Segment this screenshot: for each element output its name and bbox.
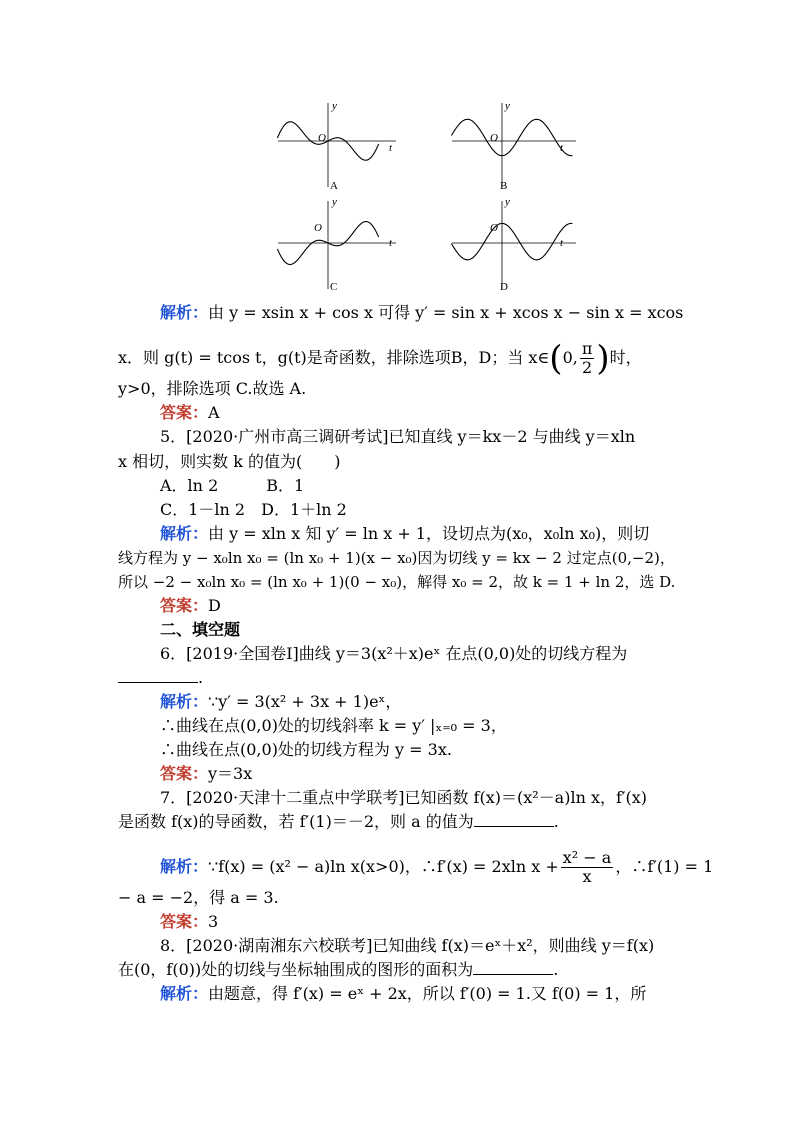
q4-solution-label: 解析： [160, 303, 209, 322]
q4-solution-line-2 [118, 340, 642, 377]
q4-solution-line-3: y>0，排除选项 C.故选 A. [118, 379, 307, 398]
graph-c-t-label: t [389, 237, 393, 249]
q6-answer [160, 763, 252, 785]
q6-solution-line-2: ∴曲线在点(0,0)处的切线斜率 k = y′ |ₓ₌₀ = 3， [160, 716, 507, 735]
q4-solution-line-1 [160, 302, 683, 324]
graph-d-origin: O [490, 222, 498, 234]
q4-answer-label: 答案： [160, 403, 209, 422]
graph-c-y-label: y [332, 196, 337, 208]
q5-options-ab: A．ln 2 B．1 [160, 476, 305, 495]
q4-answer-value: A [208, 403, 220, 422]
q5-answer-label: 答案： [160, 596, 209, 615]
q8-stem-tail: . [553, 960, 559, 979]
section-fill-in-title: 二、填空题 [160, 620, 241, 639]
q6-solution-label: 解析： [160, 692, 209, 711]
graph-b-y-label: y [505, 100, 510, 112]
graph-d-y-label: y [505, 196, 510, 208]
q5-answer [160, 595, 221, 617]
q7-solution-text-1a: ∵f(x) = (x² − a)ln x(x>0)，∴f′(x) = 2xln x + [208, 857, 559, 876]
q7-solution-line-2: − a = −2，得 a = 3. [118, 888, 279, 907]
q7-stem-text-2: 是函数 f(x)的导函数，若 f′(1)＝－2，则 a 的值为 [118, 812, 474, 831]
q4-solution-tail: 时， [609, 348, 642, 367]
q6-stem-tail: . [198, 668, 204, 687]
q7-answer-value: 3 [208, 912, 219, 931]
q7-solution-text-1b: ，∴f′(1) = 1 [615, 857, 714, 876]
q5-solution-line-3: 所以 −2 − x₀ln x₀ = (ln x₀ + 1)(0 − x₀)，解得 x₀ = 2，故 k = 1 + ln 2，选 D. [118, 573, 676, 591]
q4-answer [160, 402, 220, 424]
q5-solution-line-2: 线方程为 y − x₀ln x₀ = (ln x₀ + 1)(x − x₀)因为切线 y = kx − 2 过定点(0,−2)， [118, 549, 675, 567]
q5-solution-text-1: 由 y = xln x 知 y′ = ln x + 1，设切点为(x₀，x₀ln x₀)，则切 [208, 524, 650, 543]
q8-stem-line-1: 8．[2020·湖南湘东六校联考]已知曲线 f(x)＝eˣ＋x²，则曲线 y＝f(x) [160, 936, 655, 955]
q7-stem-line-1: 7．[2020·天津十二重点中学联考]已知函数 f(x)＝(x²－a)ln x，f′(x) [160, 788, 648, 807]
q5-options-cd: C．1－ln 2 D．1＋ln 2 [160, 500, 347, 519]
q5-stem-line-2: x 相切，则实数 k 的值为( ) [118, 452, 341, 471]
graph-c-origin: O [314, 222, 322, 234]
q8-solution-label: 解析： [160, 984, 209, 1003]
q4-interval-close: ) [596, 338, 610, 379]
q4-frac-num: π [581, 339, 593, 358]
q4-solution-text-2: x．则 g(t) = tcos t，g(t)是奇函数，排除选项B，D；当 x∈ [118, 348, 550, 367]
q4-solution-text-1: 由 y = xsin x + cos x 可得 y′ = sin x + xcos x − sin x = xcos [208, 303, 684, 322]
q4-interval-a: 0, [562, 348, 578, 367]
graph-a-y-label: y [332, 100, 337, 112]
graph-b-label: B [500, 180, 508, 192]
graph-b-origin: O [490, 132, 498, 144]
q6-solution-text-1: ∵y′ = 3(x² + 3x + 1)eˣ， [208, 692, 402, 711]
q5-answer-value: D [208, 596, 221, 615]
q5-stem-line-1: 5．[2020·广州市高三调研考试]已知直线 y＝kx－2 与曲线 y＝xln [160, 427, 636, 446]
q7-fraction [561, 849, 614, 886]
graph-a-origin: O [318, 132, 326, 144]
q5-solution-label: 解析： [160, 524, 209, 543]
graph-b-t-label: t [560, 142, 564, 154]
q4-interval-fraction [580, 340, 595, 377]
q4-interval-open: ( [549, 338, 563, 379]
q5-solution-line-1 [160, 523, 649, 545]
q8-answer-blank [473, 960, 553, 975]
q7-stem-line-2 [118, 811, 559, 833]
q8-solution-text-1: 由题意，得 f′(x) = eˣ + 2x，所以 f′(0) = 1.又 f(0) = 1，所 [208, 984, 647, 1003]
q7-stem-tail: . [553, 812, 559, 831]
q8-stem-line-2 [118, 959, 558, 981]
q6-answer-value: y＝3x [208, 764, 253, 783]
q8-solution-line-1 [160, 983, 646, 1005]
q7-solution-label: 解析： [160, 857, 209, 876]
q7-solution-line-1 [160, 849, 713, 886]
graph-d-t-label: t [560, 237, 564, 249]
q6-answer-label: 答案： [160, 764, 209, 783]
q6-solution-line-1 [160, 691, 401, 713]
graph-a-label: A [330, 180, 338, 192]
q8-stem-text-2: 在(0，f(0))处的切线与坐标轴围成的图形的面积为 [118, 960, 474, 979]
q7-frac-num: x² − a [562, 848, 612, 867]
graph-d-label: D [500, 281, 508, 293]
q7-frac-den: x [582, 867, 592, 886]
q7-answer [160, 911, 218, 933]
graph-c-label: C [330, 281, 338, 293]
q6-stem-line-2 [118, 667, 203, 689]
q6-solution-line-3: ∴曲线在点(0,0)处的切线方程为 y = 3x. [160, 740, 452, 759]
q6-answer-blank [118, 668, 198, 683]
q7-answer-blank [474, 812, 554, 827]
q6-stem-line-1: 6．[2019·全国卷Ⅰ]曲线 y＝3(x²＋x)eˣ 在点(0,0)处的切线方程为 [160, 644, 628, 663]
q4-frac-den: 2 [581, 358, 593, 377]
q7-answer-label: 答案： [160, 912, 209, 931]
graph-a-t-label: t [389, 142, 393, 154]
